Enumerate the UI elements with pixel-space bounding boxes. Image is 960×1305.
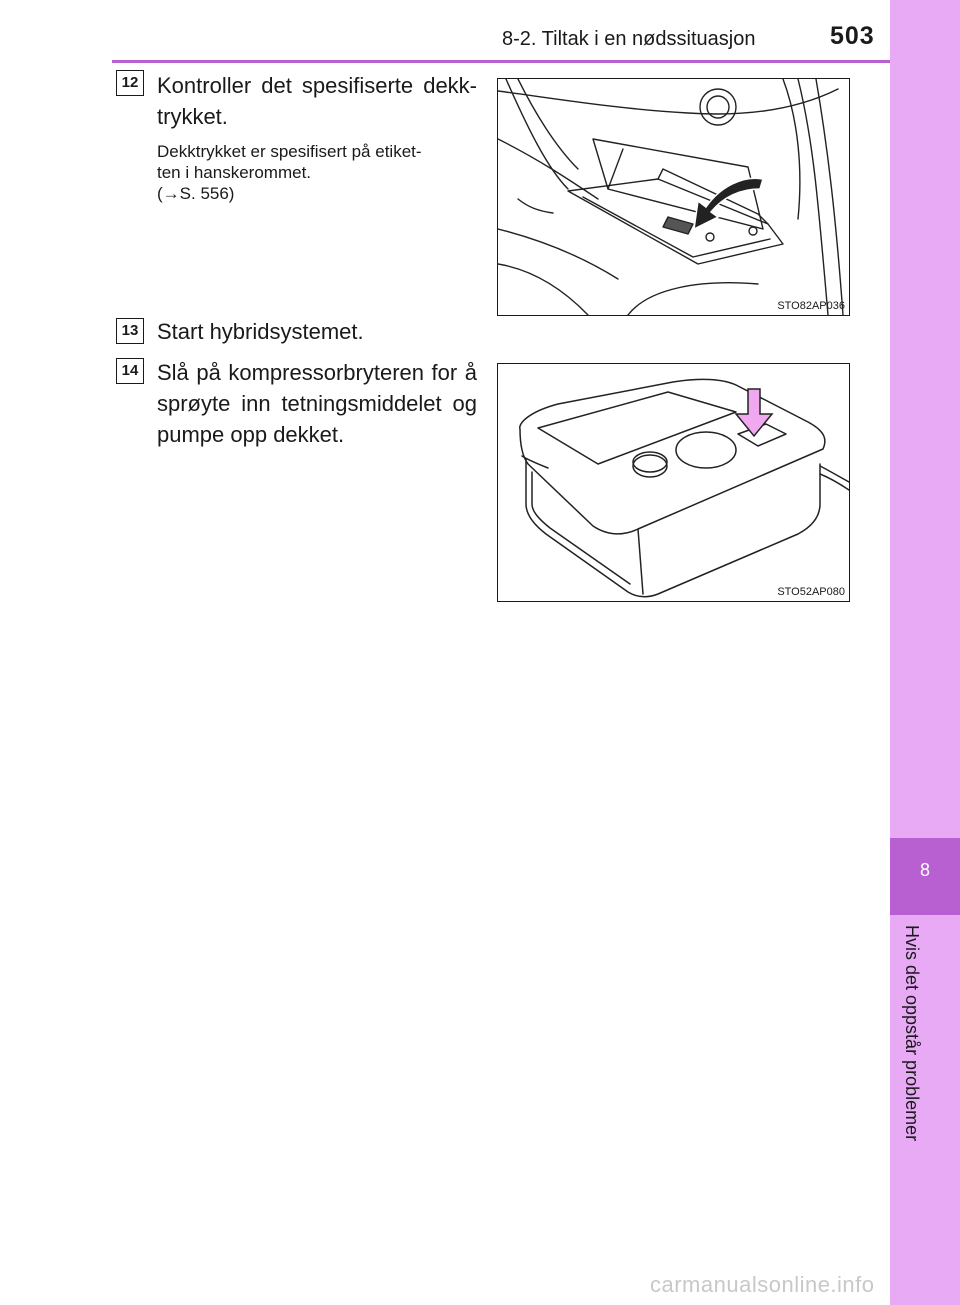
chapter-title: Hvis det oppstår problemer <box>902 925 922 1142</box>
chapter-number: 8 <box>919 860 930 880</box>
glovebox-figure <box>497 78 850 316</box>
step-note <box>157 141 477 204</box>
section-title: 8-2. Tiltak i en nødssituasjon <box>502 28 756 50</box>
step-text: Slå på kompressorbryteren for å sprøyte inn tetningsmiddelet og pumpe opp dekket. <box>157 360 477 447</box>
glovebox-illustration <box>498 79 849 315</box>
page-number: 503 <box>830 22 875 50</box>
step-number-badge: 13 <box>116 318 144 344</box>
note-line: Dekktrykket er spesifisert på etiket- <box>157 142 422 161</box>
curved-arrow-icon <box>694 178 763 229</box>
watermark: carmanualsonline.info <box>650 1272 875 1297</box>
compressor-figure <box>497 363 850 602</box>
step-text: Start hybridsystemet. <box>157 319 364 344</box>
figure-code: STO52AP080 <box>777 586 845 598</box>
step-text: Kontroller det spesifiserte dekk-trykket. <box>157 73 477 129</box>
step-number-badge: 12 <box>116 70 144 96</box>
figure-code: STO82AP036 <box>777 300 845 312</box>
compressor-illustration <box>498 364 849 601</box>
header-divider <box>112 60 890 63</box>
note-line: (→S. 556) <box>157 184 235 203</box>
step-number-badge: 14 <box>116 358 144 384</box>
note-line: ten i hanskerommet. <box>157 163 312 182</box>
down-arrow-icon <box>736 389 772 436</box>
